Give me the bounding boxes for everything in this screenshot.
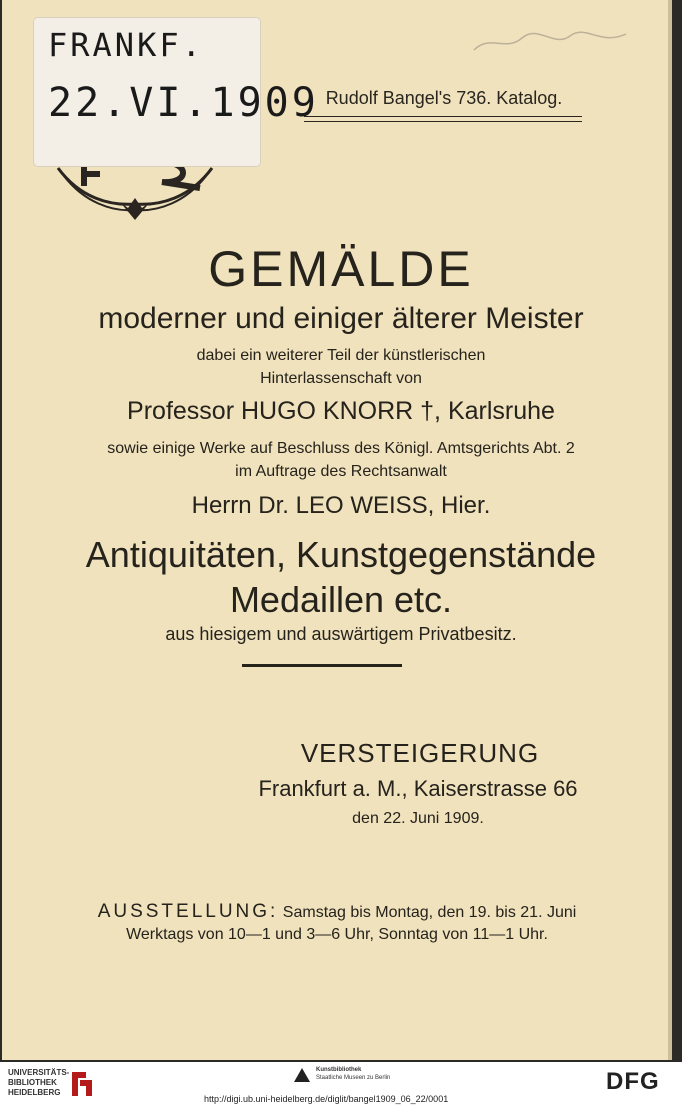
antiques-heading-1: Antiquitäten, Kunstgegenstände xyxy=(85,534,597,575)
description-line-2: Hinterlassenschaft von xyxy=(260,370,422,387)
exhibition-line xyxy=(30,901,644,923)
library-name-line: HEIDELBERG xyxy=(8,1088,61,1097)
note-line-city: FRANKF. xyxy=(48,26,204,64)
main-title: GEMÄLDE xyxy=(208,241,474,297)
library-name-line: UNIVERSITÄTS- xyxy=(8,1068,70,1077)
catalog-title-rule xyxy=(304,116,582,122)
catalog-title: Rudolf Bangel's 736. Katalog. xyxy=(325,88,563,108)
university-library-name xyxy=(8,1068,69,1098)
auction-address: Frankfurt a. M., Kaiserstrasse 66 xyxy=(258,776,578,801)
divider-rule xyxy=(242,664,402,667)
exhibition-label: AUSSTELLUNG: xyxy=(97,901,279,922)
page-edge xyxy=(668,0,672,1060)
library-name-line: BIBLIOTHEK xyxy=(8,1078,57,1087)
kunstbibliothek-logo-icon xyxy=(292,1066,312,1084)
provenance-line: aus hiesigem und auswärtigem Privatbesitz. xyxy=(165,624,517,644)
professor-line: Professor HUGO KNORR †, Karlsruhe xyxy=(127,397,555,425)
antiques-heading-2: Medaillen etc. xyxy=(229,579,453,620)
works-line-1: sowie einige Werke auf Beschluss des Königl. Amtsgerichts Abt. 2 xyxy=(107,440,575,457)
description-line-1: dabei ein weiterer Teil der künstlerischen xyxy=(196,347,486,364)
kunstbibliothek-line: Kunstbibliothek xyxy=(316,1067,362,1073)
exhibition-days: Samstag bis Montag, den 19. bis 21. Juni xyxy=(282,904,577,921)
handwritten-note xyxy=(34,18,319,166)
publisher-emblem xyxy=(50,158,220,230)
dfg-logo: DFG xyxy=(606,1068,660,1095)
auction-date: den 22. Juni 1909. xyxy=(352,810,484,827)
note-line-date: 22.VI.1909 xyxy=(48,80,319,126)
kunstbibliothek-name xyxy=(316,1066,390,1082)
auction-heading: VERSTEIGERUNG xyxy=(300,738,540,768)
kunstbibliothek-line: Staatliche Museen zu Berlin xyxy=(316,1075,391,1081)
source-url-link[interactable]: http://digi.ub.uni-heidelberg.de/diglit/bangel1909_06_22/0001 xyxy=(204,1094,449,1104)
subtitle: moderner und einiger älterer Meister xyxy=(98,302,584,335)
lawyer-line: Herrn Dr. LEO WEISS, Hier. xyxy=(191,492,491,519)
pencil-scribble xyxy=(470,28,630,58)
works-line-2: im Auftrage des Rechtsanwalt xyxy=(235,463,447,480)
exhibition-hours: Werktags von 10—1 und 3—6 Uhr, Sonntag von 11—1 Uhr. xyxy=(126,926,548,943)
footer-bar xyxy=(0,1062,682,1106)
